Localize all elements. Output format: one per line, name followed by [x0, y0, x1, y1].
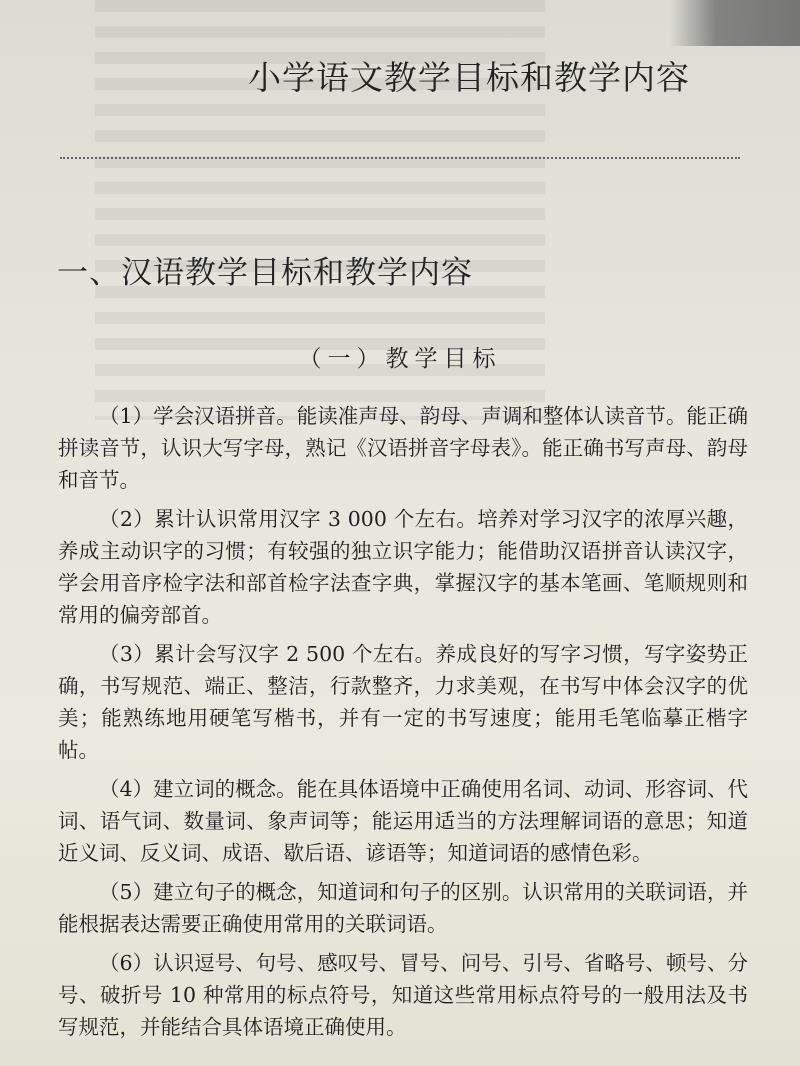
paragraph-2: （2）累计认识常用汉字 3 000 个左右。培养对学习汉字的浓厚兴趣，养成主动识字的习惯；有较强的独立识字能力；能借助汉语拼音认读汉字，学会用音序检字法和部首检字法查字典，掌握汉字的基本笔画、笔顺规则和常用的偏旁部首。 [58, 507, 748, 627]
section-title: 一、汉语教学目标和教学内容 [57, 255, 473, 291]
subsection-title: （一）教学目标 [298, 346, 502, 372]
paragraph-4: （4）建立词的概念。能在具体语境中正确使用名词、动词、形容词、代词、语气词、数量词、象声词等；能运用适当的方法理解词语的意思；知道近义词、反义词、成语、歇后语、谚语等；知道词语的感情色彩。 [58, 777, 748, 865]
paragraph-6: （6）认识逗号、句号、感叹号、冒号、问号、引号、省略号、顿号、分号、破折号 10 种常用的标点符号，知道这些常用标点符号的一般用法及书写规范，并能结合具体语境正确使用。 [58, 951, 748, 1039]
chapter-title: 小学语文教学目标和教学内容 [248, 58, 690, 97]
paragraph-1: （1）学会汉语拼音。能读准声母、韵母、声调和整体认读音节。能正确拼读音节，认识大写字母，熟记《汉语拼音字母表》。能正确书写声母、韵母和音节。 [58, 404, 748, 492]
body-text [58, 400, 748, 1050]
paragraph-5: （5）建立句子的概念，知道词和句子的区别。认识常用的关联词语，并能根据表达需要正确使用常用的关联词语。 [58, 880, 748, 936]
dotted-divider [60, 157, 740, 159]
chapter-tab-marker [670, 0, 800, 46]
paragraph-3: （3）累计会写汉字 2 500 个左右。养成良好的写字习惯，写字姿势正确，书写规范、端正、整洁，行款整齐，力求美观，在书写中体会汉字的优美；能熟练地用硬笔写楷书，并有一定的书写速度；能用毛笔临摹正楷字帖。 [58, 642, 748, 762]
